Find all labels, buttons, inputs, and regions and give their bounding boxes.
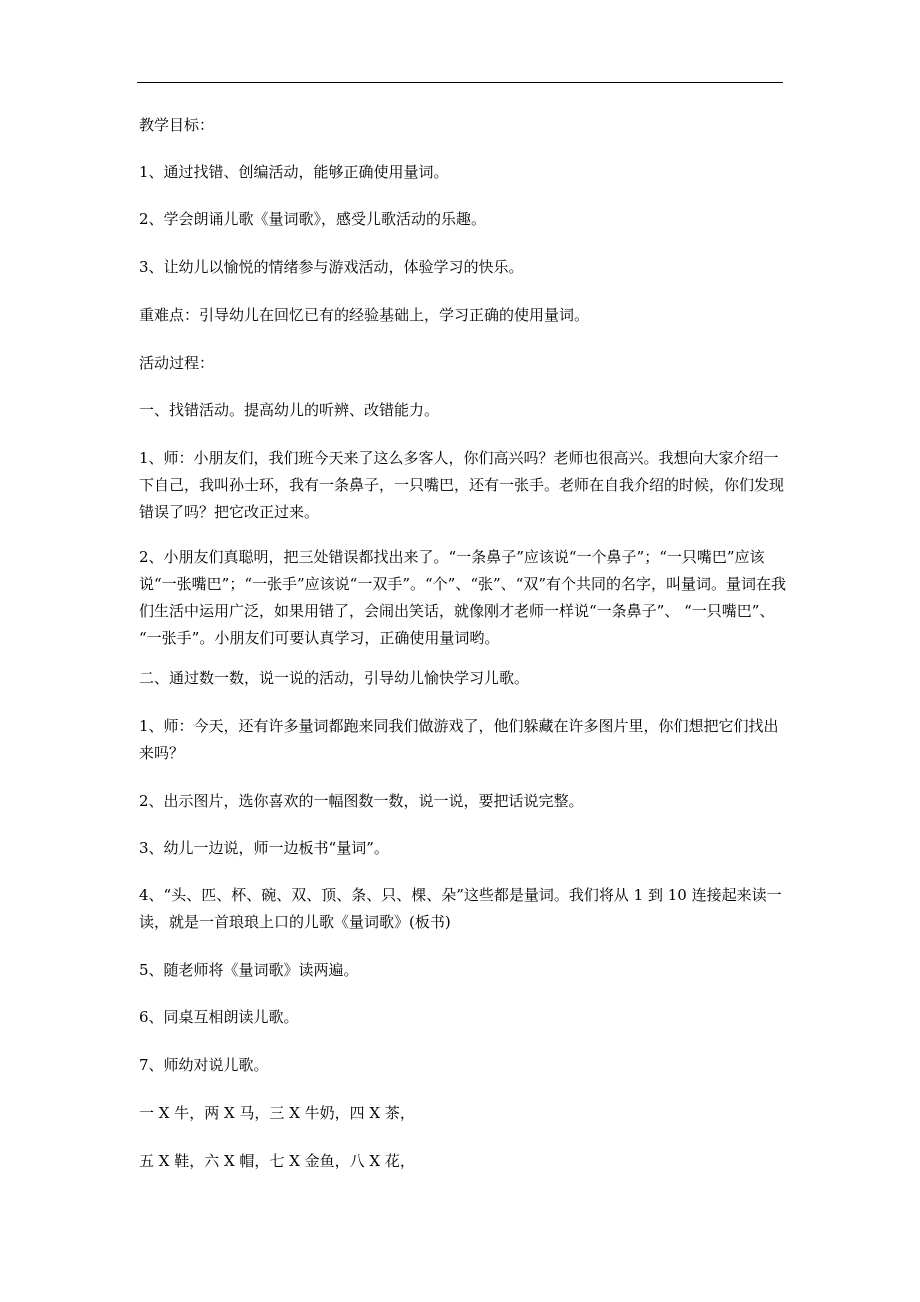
rhyme-line-2: 五 X 鞋，六 X 帽，七 X 金鱼，八 X 花， xyxy=(139,1152,415,1170)
section-2-item-4: 4、“头、匹、杯、碗、双、顶、条、只、棵、朵”这些都是量词。我们将从 1 到 10 连接起来读一读，就是一首琅琅上口的儿歌《量词歌》(板书) xyxy=(139,886,782,931)
section-2-item-6: 6、同桌互相朗读儿歌。 xyxy=(139,1008,299,1026)
section-2-item-3: 3、幼儿一边说，师一边板书“量词”。 xyxy=(139,839,389,857)
section-2-item-5: 5、随老师将《量词歌》读两遍。 xyxy=(139,961,359,979)
header-rule xyxy=(137,82,783,83)
rhyme-line-1: 一 X 牛，两 X 马，三 X 牛奶，四 X 茶， xyxy=(139,1104,415,1122)
goal-item-1: 1、通过找错、创编活动，能够正确使用量词。 xyxy=(139,163,449,181)
section-1-item-2: 2、小朋友们真聪明，把三处错误都找出来了。“一条鼻子”应该说“一个鼻子”；“一只嘴巴”应该说“一张嘴巴”；“一张手”应该说“一双手”。“个”、“张”、“双”有个共同的名字，叫量词。量词在我们生活中运用广泛，如果用错了，会闹出笑话，就像刚才老师一样说“一条鼻子”、 “一只嘴巴”、 “一张手”。小朋友们可要认真学习，正确使用量词哟。 xyxy=(139,548,787,647)
goal-item-3: 3、让幼儿以愉悦的情绪参与游戏活动，体验学习的快乐。 xyxy=(139,258,524,276)
heading-process: 活动过程： xyxy=(139,354,215,372)
goal-item-2: 2、学会朗诵儿歌《量词歌》，感受儿歌活动的乐趣。 xyxy=(139,210,487,228)
section-2-title: 二、通过数一数，说一说的活动，引导幼儿愉快学习儿歌。 xyxy=(139,669,530,687)
section-2-item-1: 1、师：今天，还有许多量词都跑来同我们做游戏了，他们躲藏在许多图片里，你们想把它们找出来吗？ xyxy=(139,717,779,762)
section-1-title: 一、找错活动。提高幼儿的听辨、改错能力。 xyxy=(139,401,440,419)
section-1-item-1: 1、师：小朋友们，我们班今天来了这么多客人，你们高兴吗？老师也很高兴。我想向大家介绍一下自己，我叫孙士环，我有一条鼻子，一只嘴巴，还有一张手。老师在自我介绍的时候，你们发现错误了吗？把它改正过来。 xyxy=(139,449,785,521)
key-point: 重难点：引导幼儿在回忆已有的经验基础上，学习正确的使用量词。 xyxy=(139,306,590,324)
heading-goals: 教学目标： xyxy=(139,116,215,134)
section-2-item-2: 2、出示图片，选你喜欢的一幅图数一数，说一说，要把话说完整。 xyxy=(139,792,584,810)
section-2-item-7: 7、师幼对说儿歌。 xyxy=(139,1056,269,1074)
